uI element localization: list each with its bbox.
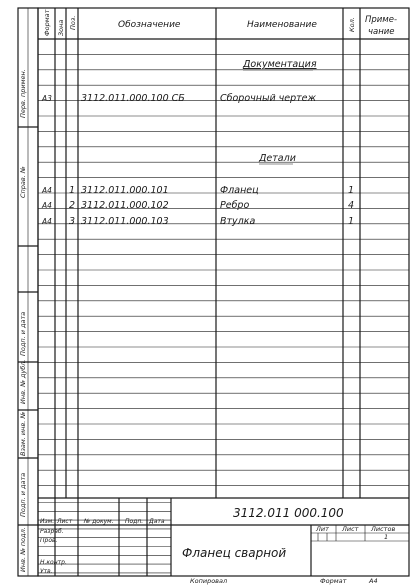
margin-label-podp-data-2: Подп. и дата	[19, 472, 27, 517]
part1-qty: 1	[348, 185, 355, 196]
tb-sheets: Листов	[371, 525, 396, 533]
footer-format: Формат	[320, 577, 347, 585]
tb-utv: Утв.	[40, 568, 53, 575]
part1-pos: 1	[69, 185, 76, 196]
part1-designation: 3112.011.000.101	[81, 185, 169, 196]
margin-label-sprav-no: Справ. №	[19, 166, 27, 198]
part3-qty: 1	[348, 216, 355, 227]
tb-n-kontr: Н.контр.	[40, 559, 67, 566]
header-note-2: чание	[368, 27, 395, 37]
part3-designation: 3112.011.000.103	[81, 216, 169, 227]
tb-sheet: Лист	[342, 525, 359, 533]
tb-name: Фланец сварной	[182, 546, 287, 560]
tb-lit: Лит	[316, 525, 329, 533]
part3-format: А4	[42, 217, 52, 226]
header-zone: Зона	[57, 19, 65, 36]
tb-sheets-value: 1	[384, 533, 389, 541]
margin-label-podp-data: Подп. и дата	[19, 311, 27, 356]
header-designation: Обозначение	[118, 20, 181, 30]
section-documentation: Документация	[243, 59, 317, 70]
part2-name: Ребро	[220, 200, 250, 211]
tb-izm: Изм.	[40, 518, 55, 525]
margin-label-inv-podl: Инв. № подл.	[19, 527, 27, 572]
margin-label-inv-dubl: Инв. № дубл.	[19, 359, 27, 404]
part1-format: А4	[42, 186, 52, 195]
footer-copied: Копировал	[190, 577, 228, 585]
part1-name: Фланец	[220, 185, 259, 196]
table-row-lines	[38, 54, 409, 485]
part3-name: Втулка	[220, 216, 256, 227]
part3-pos: 3	[69, 216, 76, 227]
part2-format: А4	[42, 201, 52, 210]
margin-label-vzam-inv: Взам. инв. №	[19, 411, 27, 456]
part2-qty: 4	[348, 200, 355, 211]
header-pos: Поз.	[69, 15, 77, 30]
doc-format: А3	[42, 94, 52, 103]
tb-date: Дата	[149, 518, 165, 525]
header-format: Формат	[43, 9, 51, 36]
doc-name: Сборочный чертеж	[220, 93, 317, 104]
part2-pos: 2	[69, 200, 76, 211]
tb-prov: Пров.	[40, 537, 58, 544]
margin-label-perv-primen: Перв. примен.	[19, 69, 27, 118]
tb-list: Лист	[57, 518, 73, 525]
doc-designation: 3112.011.000.100 СБ	[81, 93, 185, 104]
tb-razrab: Разраб.	[40, 528, 64, 535]
footer-format-value: А4	[369, 577, 378, 585]
header-qty: Кол.	[348, 17, 356, 32]
section-parts: Детали	[259, 153, 296, 164]
header-name: Наименование	[247, 20, 317, 30]
tb-doc-no: № докум.	[84, 518, 114, 525]
part2-designation: 3112.011.000.102	[81, 200, 169, 211]
header-note-1: Приме-	[365, 15, 398, 25]
tb-designation: 3112.011 000.100	[233, 506, 344, 520]
tb-sign: Подп.	[125, 518, 144, 525]
